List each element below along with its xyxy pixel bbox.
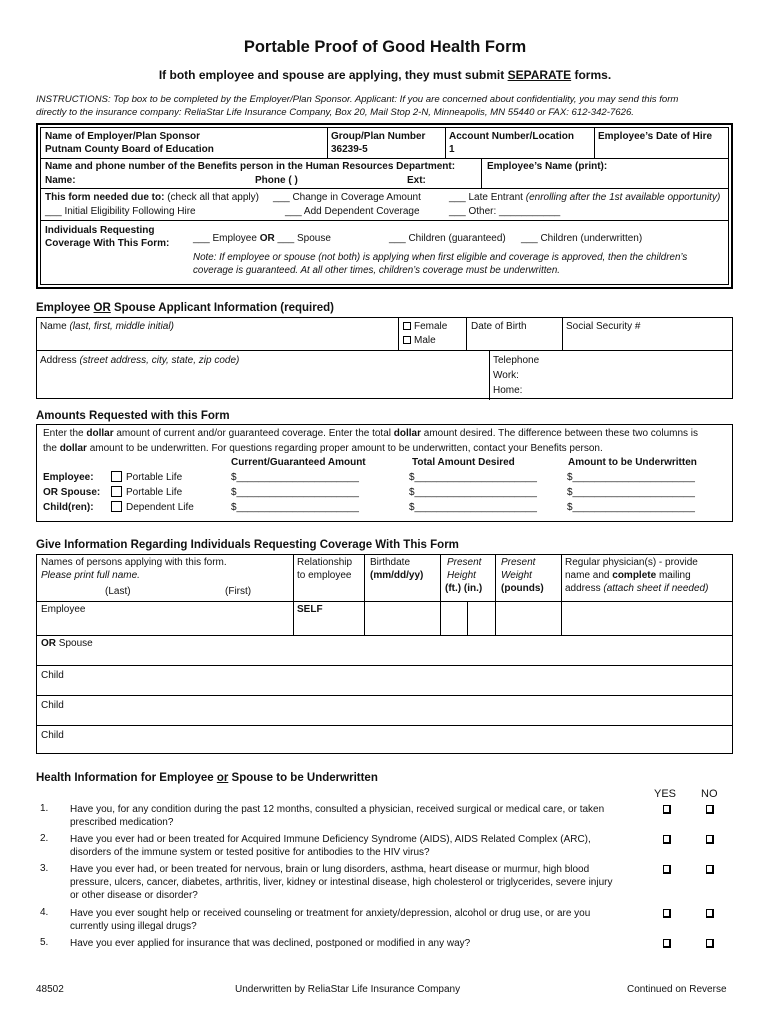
- form-number: 48502: [36, 984, 64, 995]
- amounts-intro-2: the dollar amount to be underwritten. For questions regarding proper amount to be underwritten, contact your Benefits person.: [43, 443, 603, 454]
- page-subtitle: If both employee and spouse are applying, they must submit SEPARATE forms.: [158, 68, 612, 82]
- health-heading: Health Information for Employee or Spouse to be Underwritten: [36, 772, 378, 784]
- spouse-underwritten-amount[interactable]: $______________________: [567, 487, 695, 498]
- question-number: 4.: [40, 907, 49, 918]
- question-number: 2.: [40, 833, 49, 844]
- telephone-label: Telephone: [493, 355, 540, 366]
- individuals-heading: Give Information Regarding Individuals Requesting Coverage With This Form: [36, 539, 459, 551]
- relationship-header: Relationship to employee: [297, 557, 353, 581]
- reason-change-coverage[interactable]: ___ Change in Coverage Amount: [273, 192, 421, 203]
- row-employee-label: Employee:: [43, 472, 94, 483]
- spouse-total-amount[interactable]: $______________________: [409, 487, 537, 498]
- height-header: Present Height (ft.) (in.): [445, 557, 483, 594]
- children-total-amount[interactable]: $______________________: [409, 502, 537, 513]
- col-underwritten: Amount to be Underwritten: [568, 457, 697, 468]
- question-4-no-checkbox[interactable]: [706, 909, 714, 918]
- weight-header: Present Weight (pounds): [501, 557, 544, 594]
- employee-portable-life-checkbox[interactable]: Portable Life: [111, 471, 182, 484]
- checkbox-icon: [111, 471, 122, 482]
- question-text: Have you ever applied for insurance that was declined, postponed or modified in any way?: [70, 938, 471, 949]
- benefits-name-field[interactable]: Name:: [45, 175, 76, 186]
- col-current-amount: Current/Guaranteed Amount: [231, 457, 366, 468]
- female-checkbox[interactable]: Female: [403, 320, 447, 333]
- question-text: Have you ever had or been treated for Acquired Immune Deficiency Syndrome (AIDS), AIDS Related Complex (ARC), disorders of the immune system or tested positive for antibodies to the HIV virus?: [70, 834, 591, 858]
- question-text: Have you ever sought help or received counseling or treatment for anxiety/depression, alcohol or drug use, or are you currently using illegal drugs?: [70, 908, 591, 932]
- address-field[interactable]: Address (street address, city, state, zip code): [40, 355, 240, 366]
- question-1-no-checkbox[interactable]: [706, 805, 714, 814]
- male-checkbox[interactable]: Male: [403, 334, 436, 347]
- employer-label: Name of Employer/Plan Sponsor: [45, 131, 201, 142]
- checkbox-icon: [403, 336, 411, 344]
- spouse-current-amount[interactable]: $______________________: [231, 487, 359, 498]
- underwritten-by: Underwritten by ReliaStar Life Insurance Company: [235, 984, 461, 995]
- yes-header: YES: [654, 788, 677, 800]
- employee-total-amount[interactable]: $______________________: [409, 472, 537, 483]
- dob-field[interactable]: Date of Birth: [471, 321, 527, 332]
- question-text: Have you, for any condition during the past 12 months, consulted a physician, received surgical or medical care, or taken prescribed medication?: [70, 804, 605, 828]
- children-dependent-life-checkbox[interactable]: Dependent Life: [111, 501, 194, 514]
- individuals-table: [36, 554, 733, 754]
- benefits-phone-field[interactable]: Phone ( ): [255, 175, 298, 186]
- row-child-3[interactable]: Child: [41, 730, 64, 741]
- option-children-guaranteed[interactable]: ___ Children (guaranteed): [389, 233, 506, 244]
- continued-on-reverse: Continued on Reverse: [627, 984, 727, 995]
- employer-value: Putnam County Board of Education: [45, 144, 214, 155]
- account-value: 1: [449, 144, 455, 155]
- question-2-yes-checkbox[interactable]: [663, 835, 671, 844]
- physician-header: Regular physician(s) - provide name and complete mailing address (attach sheet if needed): [565, 557, 709, 594]
- row-employee[interactable]: Employee: [41, 604, 86, 615]
- checkbox-icon: [403, 322, 411, 330]
- names-header: Names of persons applying with this form. Please print full name.: [41, 557, 227, 581]
- question-5-no-checkbox[interactable]: [706, 939, 714, 948]
- employee-name-label[interactable]: Employee’s Name (print):: [487, 161, 608, 172]
- row-child-2[interactable]: Child: [41, 700, 64, 711]
- amounts-intro-1: Enter the dollar amount of current and/or guaranteed coverage. Enter the total dollar amount desired. The difference between these two columns is: [43, 428, 699, 439]
- form-needed-label: This form needed due to: (check all that apply): [45, 192, 259, 203]
- ssn-field[interactable]: Social Security #: [566, 321, 641, 332]
- last-name-header: (Last): [105, 586, 131, 597]
- option-children-underwritten[interactable]: ___ Children (underwritten): [521, 233, 643, 244]
- page-title: Portable Proof of Good Health Form: [243, 38, 527, 56]
- applicant-table: [36, 317, 733, 399]
- no-header: NO: [701, 788, 718, 800]
- question-3-yes-checkbox[interactable]: [663, 865, 671, 874]
- checkbox-icon: [111, 486, 122, 497]
- spouse-portable-life-checkbox[interactable]: Portable Life: [111, 486, 182, 499]
- question-5-yes-checkbox[interactable]: [663, 939, 671, 948]
- benefits-ext-field[interactable]: Ext:: [407, 175, 426, 186]
- birthdate-header: Birthdate (mm/dd/yy): [370, 557, 424, 581]
- relationship-self: SELF: [297, 604, 323, 615]
- option-employee-or-spouse[interactable]: ___ Employee OR ___ Spouse: [193, 233, 331, 244]
- employer-box: [36, 123, 733, 289]
- benefits-label: Name and phone number of the Benefits person in the Human Resources Department:: [45, 161, 456, 172]
- question-number: 3.: [40, 863, 49, 874]
- row-spouse[interactable]: OR Spouse: [41, 638, 93, 649]
- home-phone-field[interactable]: Home:: [493, 385, 523, 396]
- question-4-yes-checkbox[interactable]: [663, 909, 671, 918]
- question-1-yes-checkbox[interactable]: [663, 805, 671, 814]
- question-number: 1.: [40, 803, 49, 814]
- checkbox-icon: [111, 501, 122, 512]
- reason-add-dependent[interactable]: ___ Add Dependent Coverage: [285, 206, 420, 217]
- question-2-no-checkbox[interactable]: [706, 835, 714, 844]
- individuals-label: Individuals Requesting Coverage With This Form:: [45, 225, 170, 249]
- work-phone-field[interactable]: Work:: [493, 370, 519, 381]
- first-name-header: (First): [225, 586, 252, 597]
- amounts-table: [36, 424, 733, 522]
- reason-other[interactable]: ___ Other: ___________: [449, 206, 561, 217]
- reason-initial-eligibility[interactable]: ___ Initial Eligibility Following Hire: [45, 206, 196, 217]
- account-label: Account Number/Location: [449, 131, 575, 142]
- hire-date-label[interactable]: Employee’s Date of Hire: [598, 131, 713, 142]
- question-3-no-checkbox[interactable]: [706, 865, 714, 874]
- row-spouse-label: OR Spouse:: [43, 487, 101, 498]
- children-underwritten-amount[interactable]: $______________________: [567, 502, 695, 513]
- children-coverage-note: Note: If employee or spouse (not both) is applying when first eligible and coverage is approved, then the children’s coverage is guaranteed. At all other times, children’s coverage must be underwritten.: [193, 252, 688, 276]
- question-text: Have you ever had, or been treated for nervous, brain or lung disorders, asthma, heart disease or murmur, high blood pressure, ulcers, cancer, diabetes, arthritis, liver, kidney or intestinal disease, high cholesterol or triglycerides, severe injury or other disease or disorder?: [70, 864, 613, 901]
- employee-current-amount[interactable]: $______________________: [231, 472, 359, 483]
- row-child-1[interactable]: Child: [41, 670, 64, 681]
- group-value: 36239-5: [331, 144, 368, 155]
- children-current-amount[interactable]: $______________________: [231, 502, 359, 513]
- applicant-heading: Employee OR Spouse Applicant Information (required): [36, 302, 334, 314]
- reason-late-entrant[interactable]: ___ Late Entrant (enrolling after the 1st available opportunity): [449, 192, 721, 203]
- employee-underwritten-amount[interactable]: $______________________: [567, 472, 695, 483]
- instructions: INSTRUCTIONS: Top box to be completed by the Employer/Plan Sponsor. Applicant: If you are concerned about confidentiality, you may send this form directly to the insurance company: ReliaStar Life Insurance Company, Box 20, Mail Stop 2-N, Minneapolis, MN 55440 or FAX: 612-342-7626.: [36, 94, 679, 118]
- group-label: Group/Plan Number: [331, 131, 426, 142]
- question-number: 5.: [40, 937, 49, 948]
- row-children-label: Child(ren):: [43, 502, 94, 513]
- applicant-name-field[interactable]: Name (last, first, middle initial): [40, 321, 174, 332]
- col-total-desired: Total Amount Desired: [412, 457, 515, 468]
- amounts-heading: Amounts Requested with this Form: [36, 410, 230, 422]
